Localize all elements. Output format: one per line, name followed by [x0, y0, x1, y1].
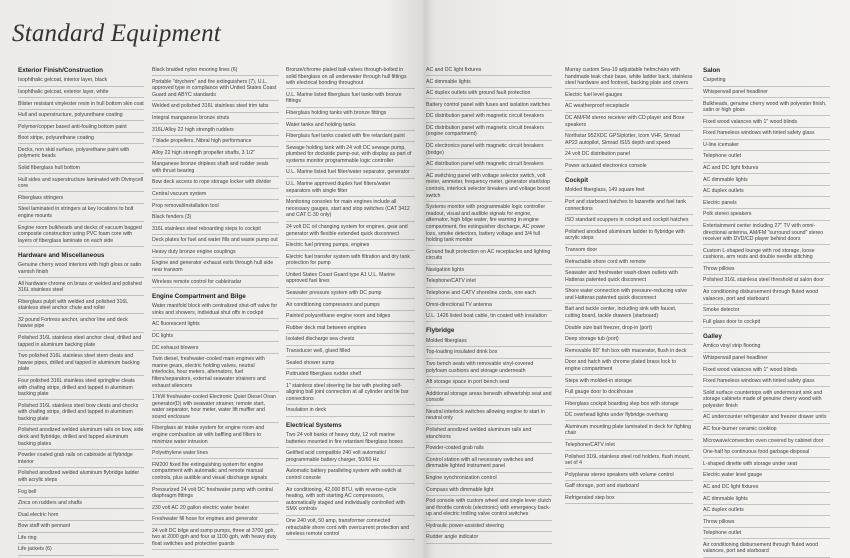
equipment-item: Powder coated grab rails on cabinside at flybridge interior: [18, 452, 148, 468]
equipment-item: AC and DC light fixtures: [703, 484, 834, 493]
equipment-item: All hardware chrome on brass or welded and polished 316L stainless steel: [18, 281, 148, 297]
equipment-item: Fixed frameless windows with tinted safety glass: [703, 130, 834, 139]
equipment-item: 17kW freshwater-cooled Electronic Quiet Diesel Onan generator(D) with seawater strainer, remote start, water separator, hour meter, water lift muffler and sound enclosure: [152, 394, 283, 423]
equipment-item: Bronze/chrome plated ball-valves through-bolted in solid fiberglass on all underwater through hull fittings with electrical bonding throughout: [286, 67, 419, 89]
equipment-item: Omni-directional TV antenna: [426, 302, 556, 311]
equipment-item: Fixed wood valances with 1" wood blinds: [703, 119, 834, 128]
equipment-item: Rubber deck mat between engines: [286, 325, 419, 334]
equipment-item: ISO standard scuppers in cockpit and cockpit hatches: [565, 217, 697, 226]
equipment-item: Freshwater fill hose for engines and generator: [152, 516, 283, 525]
equipment-item: Transom door: [565, 247, 697, 256]
equipment-item: Zincs on rudders and shafts: [18, 500, 148, 509]
equipment-item: Fiberglass fuel tanks coated with fire retardant paint: [286, 133, 419, 142]
equipment-item: 230 volt AC 20 gallon electric water heater: [152, 505, 283, 514]
equipment-item: Polished 316L stainless steel bow cleats and chocks with chafing strips, drilled and tapped in aluminum backing plate: [18, 403, 148, 425]
equipment-item: AC dimmable lights: [426, 79, 556, 88]
equipment-item: Neutral interlock switches allowing engine to start in neutral only: [426, 409, 556, 425]
equipment-item: Bow deck access to rope storage locker with divider: [152, 179, 283, 188]
equipment-item: Fiberglass pulpit with welded and polished 316L stainless steel anchor chute and roller: [18, 299, 148, 315]
equipment-item: Prop removal/installation tool: [152, 203, 283, 212]
equipment-item: U-line icemaker: [703, 142, 834, 151]
equipment-item: Aluminum mounting plate laminated in deck for fighting chair: [565, 424, 697, 440]
equipment-item: Fiberglass holding tanks with bronze fittings: [286, 110, 419, 119]
equipment-item: Welded and polished 316L stainless steel trim tabs: [152, 103, 283, 112]
equipment-item: Two 24 volt banks of heavy duty, 12 volt marine batteries mounted in fire retardant fiberglass boxes: [286, 432, 419, 448]
equipment-item: Control station with all necessary switches and dimmable lighted instrument panel: [426, 457, 556, 473]
equipment-item: 1" stainless steel steering tie bar with pivoting self-aligning ball joint connection at all cylinder and tie bar connections: [286, 383, 419, 405]
equipment-item: Refrigerated step box: [565, 495, 697, 504]
equipment-item: Pressurized 24 volt DC freshwater pump with central diaphragm fittings: [152, 487, 283, 503]
section-heading: Galley: [703, 332, 722, 340]
equipment-item: Gaff storage, port and starboard: [565, 483, 697, 492]
equipment-item: Fiberglass air intake system for engine room and engine combustion air with baffling and filters to minimize water intrusion: [152, 425, 283, 447]
equipment-item: Polk stereo speakers: [703, 211, 834, 220]
equipment-item: Alloy 22 high strength propeller shafts, 3 1/2": [152, 150, 283, 159]
equipment-item: 7 blade propellers, Nibral high performance: [152, 138, 283, 147]
equipment-item: Polyethylene water lines: [152, 450, 283, 459]
equipment-item: U.L. Marine listed fuel filter/water separator, generator: [286, 169, 419, 178]
equipment-item: Telephone outlet: [703, 153, 834, 162]
equipment-item: Pod console with custom wheel and single lever clutch and throttle controls (electronic) with emergency back-up and electric trolling valve control switches: [426, 498, 556, 520]
equipment-item: Electric water level gauge: [703, 472, 834, 481]
equipment-section: [152, 293, 283, 550]
equipment-item: Transducer well, glued filled: [286, 348, 419, 357]
equipment-item: Full glass door to cockpit: [703, 319, 834, 328]
equipment-item: AC duplex outlets with ground fault protection: [426, 90, 556, 99]
equipment-item: Electric fuel priming pumps, engines: [286, 242, 419, 251]
equipment-section: [286, 422, 419, 541]
equipment-item: Fiberglass stringers: [18, 195, 148, 204]
equipment-item: Custom L-shaped lounge with rod storage, loose cushions, arm rests and double needle stitching: [703, 248, 834, 264]
equipment-item: Automatic battery paralleling system with switch at control console: [286, 468, 419, 484]
section-heading: Exterior Finish/Construction: [18, 67, 104, 74]
equipment-item: Engine room bulkheads and decks of vacuum bagged composite construction using PVC foam core with layers of fiberglass laminate on each side: [18, 225, 148, 247]
equipment-item: Electric fuel transfer system with filtration and dry tank protection for pump: [286, 254, 419, 270]
equipment-item: Central vacuum system: [152, 191, 283, 200]
equipment-item: Polished 316L stainless steel rod holders, flush mount, set of 4: [565, 454, 697, 470]
equipment-item: Fiberglass cockpit boarding step box with storage: [565, 401, 697, 410]
equipment-item: Polished anodized welded aluminum rails and stanchions: [426, 427, 556, 443]
equipment-item: Polished 316L stainless steel anchor cleat, drilled and tapped in aluminum backing plate: [18, 335, 148, 351]
column-5: [565, 67, 697, 544]
equipment-item: Monitoring consoles for main engines include all necessary gauges, start and stop switches (CAT 3412 and CAT C-30 only): [286, 199, 419, 221]
column-1: [18, 67, 148, 553]
equipment-item: AC four-burner ceramic cooktop: [703, 426, 834, 435]
equipment-item: AC distribution panel with magnetic circuit breakers: [426, 161, 556, 170]
equipment-item: Whisperwall panel headliner: [703, 89, 834, 98]
equipment-item: Two bench seats with removable vinyl-covered polyfoam cushions and storage underneath: [426, 361, 556, 377]
equipment-item: Deck plates for fuel and water fills and waste pump out: [152, 237, 283, 246]
equipment-item: Ground fault protection on AC receptacles and lighting circuits: [426, 249, 556, 265]
equipment-item: Seawater pressure system with DC pump: [286, 290, 419, 299]
section-heading: Hardware and Miscellaneous: [18, 251, 105, 259]
equipment-item: AC duplex outlets: [703, 507, 834, 516]
equipment-item: Deep storage tub (port): [565, 336, 697, 345]
equipment-item: Electric panels: [703, 200, 834, 209]
equipment-item: Full gauge door to dockhouse: [565, 389, 697, 398]
equipment-item: Black fenders (3): [152, 214, 283, 223]
equipment-item: Telephone outlet: [703, 530, 834, 539]
equipment-item: 32 pound Fortress anchor, anchor line and deck hawse pipe: [18, 317, 148, 333]
equipment-item: Portable "drychem" and fire extinguishers (7), U.L. approved type in compliance with United States Coast Guard and ABYC standards: [152, 79, 283, 101]
equipment-item: Hull and superstructure, polyurethane coating: [18, 112, 148, 121]
equipment-item: Life jackets (6): [18, 546, 148, 555]
equipment-item: Systems monitor with programmable logic controller readout, visual and audible signals for engine, alternator, high bilge water, fire warning in engine compartment, fire extinguisher discharge, AC power loss, smoke detectors, battery voltage and 3/4 full holding tank monitor: [426, 204, 556, 246]
equipment-section: [286, 67, 419, 417]
column-3: [286, 67, 419, 544]
section-heading: Cockpit: [565, 177, 589, 185]
equipment-item: Shore water connection with pressure-reducing valve and Hatteras patented quick disconnect: [565, 288, 697, 304]
equipment-item: Isophthalic gelcoat, exterior layer, white: [18, 89, 148, 98]
equipment-item: Powder-coated grab rails: [426, 445, 556, 454]
page-title: Standard Equipment: [12, 20, 221, 47]
equipment-item: United States Coast Guard type A1 U.L. Marine approved fuel lines: [286, 272, 419, 288]
equipment-section: [18, 67, 148, 247]
column-6: [703, 67, 834, 555]
equipment-item: Smoke detector: [703, 307, 834, 316]
equipment-item: Seawater and freshwater wash-down outlets with Hatteras patented quick disconnect: [565, 270, 697, 286]
equipment-item: Electric fuel level gauges: [565, 92, 697, 101]
equipment-item: Genuine cherry wood interiors with high gloss or satin varnish finish: [18, 262, 148, 278]
equipment-item: Painted polyurethane engine room and bilges: [286, 313, 419, 322]
equipment-item: One-half hp continuous food garbage disposal: [703, 449, 834, 458]
section-heading: Electrical Systems: [286, 421, 342, 429]
equipment-item: U.L. Marine approved duplex fuel filters/water separators with single filter: [286, 181, 419, 197]
equipment-item: Telephone/CATV inlet: [565, 442, 697, 451]
equipment-item: FM200 fixed fire extinguishing system for engine compartment with automatic and remote manual controls, plus audible and visual discharge signals: [152, 462, 283, 484]
equipment-item: DC lights: [152, 333, 283, 342]
equipment-item: Integral manganese bronze struts: [152, 115, 283, 124]
equipment-item: Four polished 316L stainless steel springline cleats with chafing strips, drilled and tapped in aluminum backing plate: [18, 378, 148, 400]
equipment-item: DC distribution panel with magnetic circuit breakers (engine compartment): [426, 125, 556, 141]
equipment-item: U.L. Marine listed fiberglass fuel tanks with bronze fittings: [286, 92, 419, 108]
equipment-item: 316L/Alloy 22 high strength rudders: [152, 127, 283, 136]
equipment-item: Isophthalic gelcoat, interior layer, black: [18, 77, 148, 86]
equipment-item: Air conditioning, 42,000 BTU, with reverse-cycle heating, with soft starting AC compressors, automatically staged and individually controlled with SMX controls: [286, 487, 419, 516]
equipment-item: Water manifold block with centralized shut-off valve for sinks and showers, individual shut offs in cockpit: [152, 303, 283, 319]
equipment-item: Telephone and CATV shoreline cords, one each: [426, 290, 556, 299]
equipment-item: Throw pillows: [703, 519, 834, 528]
section-heading: Flybridge: [426, 327, 455, 335]
column-2: [152, 67, 283, 548]
equipment-item: One 240 volt, 50 amp, transformer connected retractable shore cord with overcurrent protection and wireless remote control: [286, 518, 419, 540]
equipment-item: Amtico vinyl strip flooring: [703, 343, 834, 352]
equipment-item: Top-loading insulated drink box: [426, 349, 556, 358]
equipment-item: U.L. 1426 listed boat cable, tin coated with insulation: [426, 313, 556, 322]
equipment-section: [426, 327, 556, 543]
equipment-item: Door and hatch with chrome plated brass lock to engine compartment: [565, 359, 697, 375]
equipment-item: Rudder angle indicator: [426, 534, 556, 543]
equipment-item: Removable 80" fish box with macerator, flush in deck: [565, 348, 697, 357]
equipment-item: Aft storage space in port bench seat: [426, 379, 556, 388]
equipment-item: Bait and tackle center, including sink with faucet, cutting board, tackle drawers (starboard): [565, 306, 697, 322]
equipment-item: Hull sides and superstructure laminated with Divinycell core: [18, 177, 148, 193]
equipment-section: [565, 67, 697, 172]
equipment-item: AC duplex outlets: [703, 188, 834, 197]
equipment-item: Bulkheads, genuine cherry wood with polyester finish, satin or high gloss: [703, 101, 834, 117]
equipment-item: Compass with dimmable light: [426, 487, 556, 496]
equipment-section: [703, 333, 834, 558]
equipment-item: Additional storage areas beneath athwartship seat and console: [426, 391, 556, 407]
equipment-item: Isolated discharge sea chests: [286, 336, 419, 345]
equipment-item: Water tanks and holding tanks: [286, 122, 419, 131]
equipment-item: Polished anodized welded aluminum flybridge ladder with acrylic steps: [18, 470, 148, 486]
equipment-item: Blister resistant vinylester resin in hull bottom skin coat: [18, 101, 148, 110]
equipment-item: 316L stainless steel reboarding steps to cockpit: [152, 226, 283, 235]
equipment-item: 24 volt DC bilge and sump pumps, three at 3700 gph, two at 2000 gph and four at 1100 gph, with heavy duty float switches and protective guards: [152, 528, 283, 550]
equipment-item: Life ring: [18, 535, 148, 544]
equipment-item: Molded fiberglass: [426, 338, 556, 347]
equipment-item: Air conditioning disbursement through fluted wood valances, port and starboard: [703, 542, 834, 558]
equipment-item: Power actuated electronics console: [565, 163, 697, 172]
equipment-item: Northstar 952XDC GPS/plotter, Icom VHF, Simrad AP22 autopilot, Simrad IS15 depth and speed: [565, 133, 697, 149]
equipment-section: [152, 67, 283, 288]
equipment-item: Battery control panel with fuses and isolation switches: [426, 102, 556, 111]
equipment-item: Murray custom Sea-19 adjustable helmchairs with handmade teak chair base, white ladder back, stainless steel hardware and footrest, backing plate and covers: [565, 67, 697, 89]
equipment-item: Two polished 316L stainless steel stern cleats and hawse pipes, drilled and tapped in aluminum backing plate: [18, 353, 148, 375]
equipment-item: Retractable shore cord with remote: [565, 259, 697, 268]
equipment-item: Hydraulic power-assisted steering: [426, 523, 556, 532]
equipment-item: AC dimmable lights: [703, 177, 834, 186]
equipment-item: Fog bell: [18, 489, 148, 498]
equipment-item: Insulation in deck: [286, 407, 419, 416]
equipment-item: Steel laminated in stringers at key locations to bolt engine mounts: [18, 206, 148, 222]
equipment-item: Navigation lights: [426, 267, 556, 276]
equipment-item: Carpeting: [703, 77, 834, 86]
equipment-item: Gelified acid compatible 240 volt automatic/ programmable battery charger, 50/60 Hz: [286, 450, 419, 466]
equipment-item: Double size bait freezer, drop-in (port): [565, 325, 697, 334]
equipment-item: Solid surface countertops with undermount sink and storage cabinets made of genuine cherry wood with polyester finish: [703, 390, 834, 412]
equipment-item: Steps with molded-in storage: [565, 378, 697, 387]
equipment-item: Throw pillows: [703, 266, 834, 275]
equipment-item: Polished anodized aluminum ladder to flybridge with acrylic steps: [565, 229, 697, 245]
equipment-item: Wireless remote control for cable/radar: [152, 279, 283, 288]
equipment-item: Manganese bronze dripless shaft and rudder seals with thrust bearing: [152, 161, 283, 177]
equipment-item: Sealed shower sump: [286, 360, 419, 369]
equipment-item: Telephone/CATV inlet: [426, 278, 556, 287]
equipment-item: DC distribution panel with magnetic circuit breakers: [426, 113, 556, 122]
equipment-section: [703, 67, 834, 328]
equipment-item: Air conditioning disbursement through fluted wood valances, port and starboard: [703, 289, 834, 305]
section-heading: Salon: [703, 67, 721, 74]
equipment-item: Polyplanar stereo speakers with volume control: [565, 472, 697, 481]
equipment-item: Heavy duty bronze engine couplings: [152, 249, 283, 258]
equipment-section: [565, 177, 697, 504]
equipment-item: Polished anodized welded aluminum rails on bow, side deck and flybridge, drilled and tapped aluminum backing plates: [18, 427, 148, 449]
equipment-item: Air conditioning compressors and pumps: [286, 302, 419, 311]
equipment-item: AC weatherproof receptacle: [565, 103, 697, 112]
equipment-item: Sewage holding tank with 24 volt DC sewage pump, plumbed for dockside pump-out, with display as part of systems monitor programmable logic controller: [286, 145, 419, 167]
equipment-item: Port and starboard hatches to lazarette and fuel tank connections: [565, 199, 697, 215]
equipment-item: Decks, non skid surface, polyurethane paint with polymeric beads: [18, 147, 148, 163]
equipment-item: AC switching panel with voltage selector switch, volt meter, ammeter, frequency meter, generator start/stop controls, interlock selector breakers and voltage boost switch: [426, 173, 556, 202]
equipment-item: Dual electric horn: [18, 512, 148, 521]
equipment-item: DC AM/FM stereo receiver with CD player and Bose speakers: [565, 115, 697, 131]
column-4: [426, 67, 556, 544]
equipment-item: DC exhaust blowers: [152, 345, 283, 354]
equipment-item: AC fluorescent lights: [152, 321, 283, 330]
equipment-item: Black braided nylon mooring lines (6): [152, 67, 283, 76]
equipment-item: 24 volt DC distribution panel: [565, 151, 697, 160]
equipment-item: Entertainment center including 27" TV with omni-directional antenna, AM/FM "surround sound" stereo receiver with DVD/CD player behind doors: [703, 223, 834, 245]
equipment-item: Engine and generator exhaust exits through hull side near transom: [152, 260, 283, 276]
equipment-item: AC undercounter refrigerator and freezer drawer units: [703, 414, 834, 423]
equipment-item: Polished 316L stainless steel threshold at salon door: [703, 277, 834, 286]
equipment-item: Whisperwall panel headliner: [703, 355, 834, 364]
equipment-item: Molded fiberglass, 149 square feet: [565, 187, 697, 196]
equipment-item: Boot stripe, polyurethane coating: [18, 135, 148, 144]
equipment-item: Twin diesel, freshwater-cooled main engines with marine gears, electric holding valves, neutral interlocks, hour meters, alternators, fuel filters/separators, external seawater strainers and exhaust silencers: [152, 356, 283, 392]
equipment-item: Solid fiberglass hull bottom: [18, 165, 148, 174]
equipment-item: Puttruded fiberglass rudder shelf: [286, 371, 419, 380]
equipment-item: Microwave/convection oven covered by cabinet door: [703, 438, 834, 447]
equipment-item: DC overhead lights under flybridge overhang: [565, 412, 697, 421]
equipment-item: Polymer/copper based anti-fouling bottom paint: [18, 124, 148, 133]
equipment-section: [18, 252, 148, 556]
equipment-item: Fixed wood valances with 1" wood blinds: [703, 367, 834, 376]
equipment-item: 24 volt DC oil changing system for engines, gear and generator with flexible extended quick disconnect: [286, 224, 419, 240]
equipment-item: Engine synchronization control: [426, 475, 556, 484]
equipment-item: Fixed frameless windows with tinted safety glass: [703, 378, 834, 387]
equipment-section: [426, 67, 556, 322]
equipment-item: L-shaped dinette with storage under seat: [703, 461, 834, 470]
equipment-item: AC and DC light fixtures: [703, 165, 834, 174]
equipment-item: AC and DC light fixtures: [426, 67, 556, 76]
equipment-item: Bow staff with pennant: [18, 523, 148, 532]
equipment-item: AC dimmable lights: [703, 496, 834, 505]
equipment-item: DC electronics panel with magnetic circuit breakers (bridge): [426, 143, 556, 159]
section-heading: Engine Compartment and Bilge: [152, 292, 246, 300]
